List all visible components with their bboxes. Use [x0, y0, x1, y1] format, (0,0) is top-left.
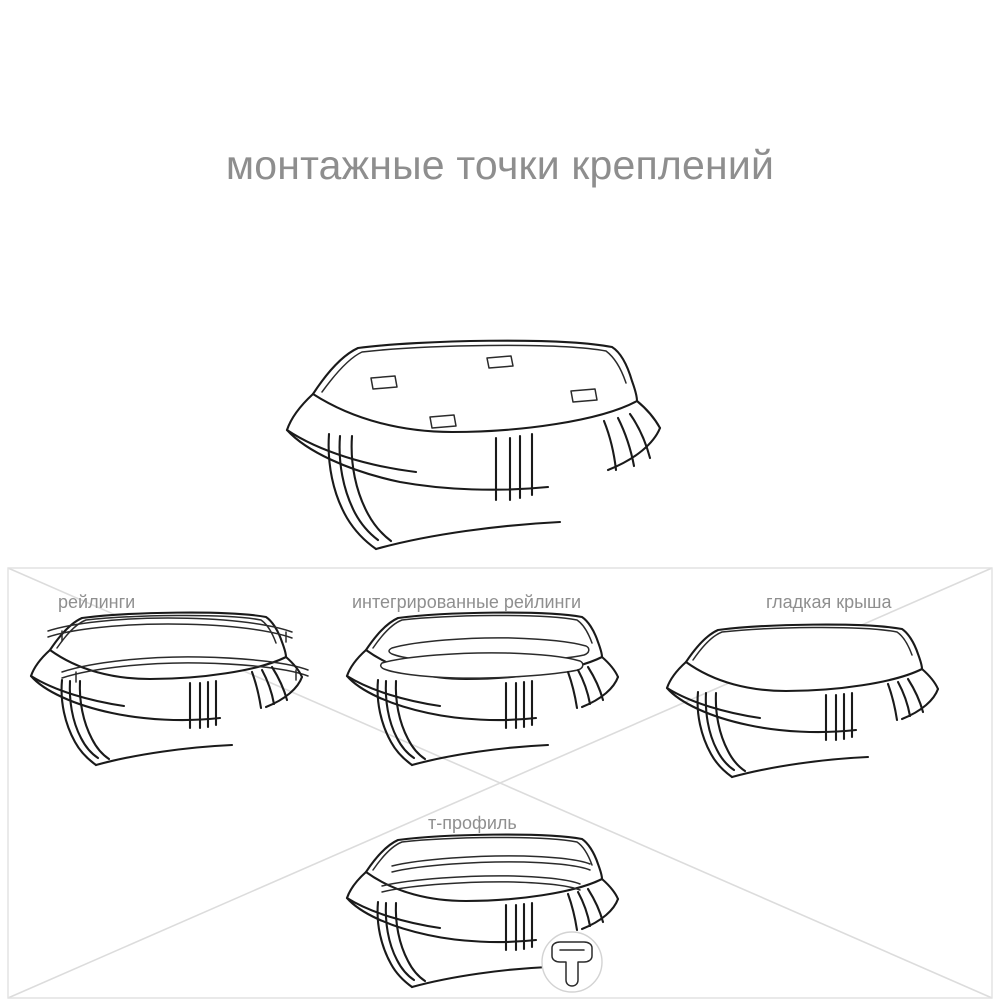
caption-integrated-rails: интегрированные рейлинги	[352, 592, 582, 612]
page-title: монтажные точки креплений	[225, 142, 775, 188]
mount-point-3	[571, 389, 597, 402]
roof-rails-diagram	[31, 613, 308, 765]
main-roof-diagram	[287, 341, 660, 549]
caption-smooth-roof: гладкая крыша	[766, 592, 892, 612]
mount-point-1	[487, 356, 513, 368]
caption-t-profile: т-профиль	[428, 813, 517, 833]
roof-t-profile-diagram	[347, 835, 618, 992]
watermark-overlay	[8, 568, 992, 998]
mount-point-2	[371, 376, 397, 389]
t-profile-cross-section	[542, 932, 602, 992]
roof-integrated-rails-diagram	[347, 613, 618, 765]
caption-rails: рейлинги	[58, 592, 136, 612]
mount-point-4	[430, 415, 456, 428]
roof-smooth-diagram	[667, 625, 938, 777]
